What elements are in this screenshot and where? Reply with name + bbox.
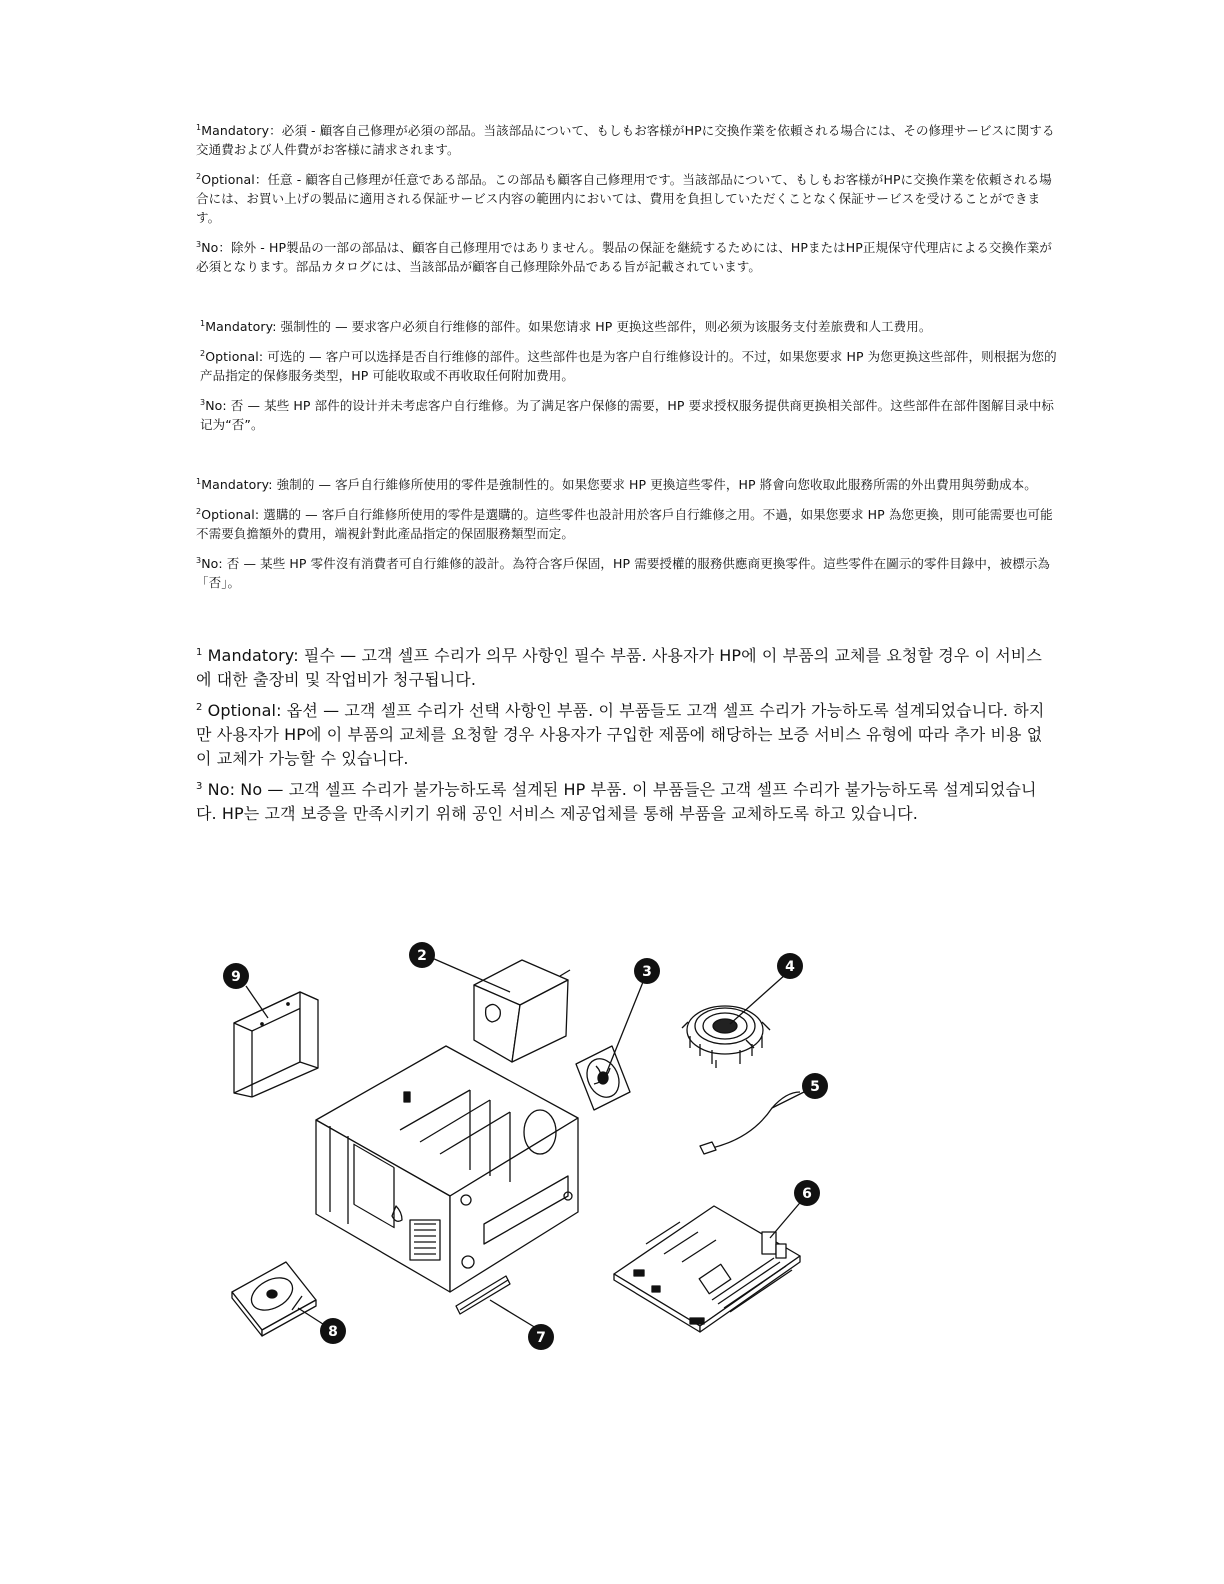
heatsink-illustration xyxy=(682,1006,770,1068)
footnotes-simplified-chinese xyxy=(200,314,1060,442)
footnote-text: Optional: 選購的 — 客戶自行維修所使用的零件是選購的。這些零件也設計用於客戶自行維修之用。不過，如果您要求 HP 為您更換，則可能需要也可能不需要負擔額外的費用，端視針對此產品指定的保固服務類型而定。 xyxy=(196,507,1053,541)
footnote-number: 2 xyxy=(196,702,203,713)
footnote-ja-3 xyxy=(196,235,1056,276)
footnote-number: 3 xyxy=(196,781,203,792)
callout-label: 9 xyxy=(231,969,241,985)
footnote-ko-2 xyxy=(196,696,1056,771)
footnote-number: 1 xyxy=(196,123,202,132)
callout-label: 4 xyxy=(785,959,795,975)
callout-3 xyxy=(634,958,660,984)
callout-label: 7 xyxy=(536,1330,546,1346)
callout-label: 2 xyxy=(417,948,427,964)
footnote-ko-1 xyxy=(196,641,1056,692)
footnote-text: Mandatory: 強制的 — 客戶自行維修所使用的零件是強制性的。如果您要求 HP 更換這些零件，HP 將會向您收取此服務所需的外出費用與勞動成本。 xyxy=(201,477,1037,492)
footnote-ja-2 xyxy=(196,167,1056,227)
callout-4 xyxy=(777,953,803,979)
system-board-illustration xyxy=(614,1206,800,1332)
footnote-text: Mandatory：必須 - 顧客自己修理が必須の部品。当該部品について、もしもお客様がHPに交換作業を依頼される場合には、その修理サービスに関する交通費および人件費がお客様に請求されます。 xyxy=(196,123,1055,157)
power-supply-illustration xyxy=(474,960,570,1062)
footnote-zhtw-1 xyxy=(196,472,1056,494)
footnote-text: Mandatory: 强制性的 — 要求客户必须自行维修的部件。如果您请求 HP 更换这些部件，则必须为该服务支付差旅费和人工费用。 xyxy=(205,319,932,334)
footnotes-japanese xyxy=(196,118,1056,284)
footnote-zhcn-1 xyxy=(200,314,1060,336)
callout-9 xyxy=(223,963,249,989)
hard-drive-illustration xyxy=(232,1262,316,1336)
footnote-text: No: 否 — 某些 HP 部件的设计并未考虑客户自行维修。为了满足客户保修的需要，HP 要求授权服务提供商更换相关部件。这些部件在部件图解目录中标记为“否”。 xyxy=(200,398,1055,432)
footnote-number: 3 xyxy=(200,398,206,407)
callout-label: 8 xyxy=(328,1324,338,1340)
footnote-ko-3 xyxy=(196,775,1056,826)
callout-label: 5 xyxy=(810,1079,820,1095)
chassis-illustration xyxy=(316,1046,578,1292)
exploded-parts-diagram xyxy=(0,930,1224,1370)
footnote-number: 2 xyxy=(200,349,206,358)
callout-6 xyxy=(794,1180,820,1206)
footnotes-korean xyxy=(196,641,1056,830)
callout-5 xyxy=(802,1073,828,1099)
footnote-number: 2 xyxy=(196,507,202,516)
footnote-zhcn-2 xyxy=(200,344,1060,385)
footnote-number: 1 xyxy=(196,477,202,486)
callout-label: 6 xyxy=(802,1186,812,1202)
footnote-number: 3 xyxy=(196,556,202,565)
callout-label: 3 xyxy=(642,964,652,980)
footnote-text: No: No — 고객 셀프 수리가 불가능하도록 설계된 HP 부품. 이 부품들은 고객 셀프 수리가 불가능하도록 설계되었습니다. HP는 고객 보증을 만족시키기 위해 공인 서비스 제공업체를 통해 부품을 교체하도록 하고 있습니다. xyxy=(196,780,1037,823)
footnote-text: No: 否 — 某些 HP 零件沒有消費者可自行維修的設計。為符合客戶保固，HP 需要授權的服務供應商更換零件。這些零件在圖示的零件目錄中，被標示為「否」。 xyxy=(196,556,1051,590)
footnote-number: 1 xyxy=(196,647,203,658)
callout-2 xyxy=(409,942,435,968)
footnote-number: 1 xyxy=(200,319,206,328)
footnote-number: 2 xyxy=(196,172,202,181)
optical-drive-illustration xyxy=(234,992,318,1097)
footnote-ja-1 xyxy=(196,118,1056,159)
footnotes-traditional-chinese xyxy=(196,472,1056,600)
footnote-text: Mandatory: 필수 — 고객 셀프 수리가 의무 사항인 필수 부품. 사용자가 HP에 이 부품의 교체를 요청할 경우 이 서비스에 대한 출장비 및 작업비가 청구됩니다. xyxy=(196,646,1042,689)
callout-8 xyxy=(320,1318,346,1344)
footnote-text: Optional：任意 - 顧客自己修理が任意である部品。この部品も顧客自己修理用です。当該部品について、もしもお客様がHPに交換作業を依頼される場合には、お買い上げの製品に適用される保証サービス内容の範囲内においては、費用を負担していただくことなく保証サービスを受けることができます。 xyxy=(196,172,1052,225)
footnote-zhtw-3 xyxy=(196,551,1056,592)
footnote-text: No：除外 - HP製品の一部の部品は、顧客自己修理用ではありません。製品の保証を継続するためには、HPまたはHP正規保守代理店による交換作業が必須となります。部品カタログには、当該部品が顧客自己修理除外品である旨が記載されています。 xyxy=(196,240,1052,274)
footnote-number: 3 xyxy=(196,240,202,249)
footnote-text: Optional: 可选的 — 客户可以选择是否自行维修的部件。这些部件也是为客户自行维修设计的。不过，如果您要求 HP 为您更换这些部件，则根据为您的产品指定的保修服务类型，HP 可能收取或不再收取任何附加费用。 xyxy=(200,349,1057,383)
callout-7 xyxy=(528,1324,554,1350)
footnote-zhtw-2 xyxy=(196,502,1056,543)
footnote-text: Optional: 옵션 — 고객 셀프 수리가 선택 사항인 부품. 이 부품들도 고객 셀프 수리가 가능하도록 설계되었습니다. 하지만 사용자가 HP에 이 부품의 교체를 요청할 경우 사용자가 구입한 제품에 해당하는 보증 서비스 유형에 따라 추가 비용 없이 교체가 가능할 수 있습니다. xyxy=(196,701,1045,768)
footnote-zhcn-3 xyxy=(200,393,1060,434)
case-fan-illustration xyxy=(576,1046,630,1110)
